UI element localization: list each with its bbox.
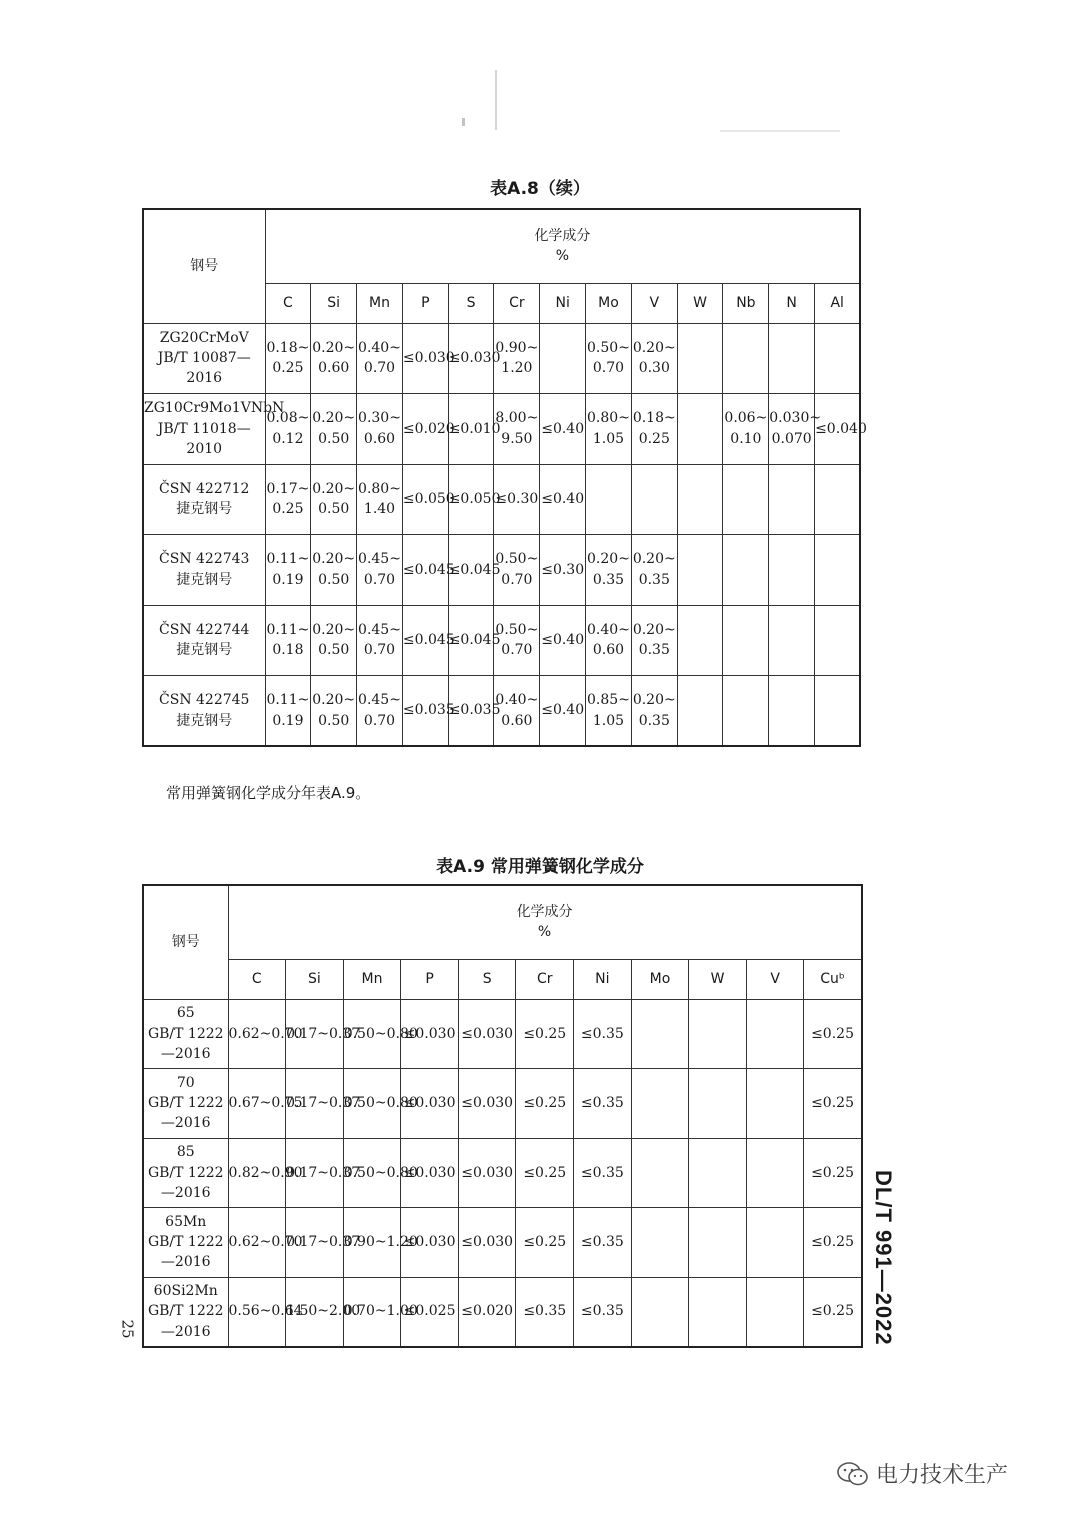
composition-cell bbox=[631, 464, 677, 535]
composition-cell: ≤0.40 bbox=[540, 394, 586, 465]
composition-cell: ≤0.030 bbox=[458, 999, 516, 1069]
composition-cell: 0.17~0.37 bbox=[286, 1208, 344, 1278]
composition-cell: ≤0.020 bbox=[402, 394, 448, 465]
composition-cell bbox=[815, 605, 861, 676]
table-a8-caption: 表A.8（续） bbox=[490, 179, 590, 199]
composition-cell: ≤0.030 bbox=[401, 1069, 459, 1139]
composition-cell: ≤0.045 bbox=[448, 605, 494, 676]
column-header: Mo bbox=[631, 959, 689, 999]
composition-cell bbox=[677, 605, 723, 676]
composition-cell bbox=[689, 1277, 747, 1347]
composition-cell: ≤0.035 bbox=[448, 676, 494, 747]
scan-speck bbox=[720, 130, 840, 132]
composition-cell: ≤0.040 bbox=[815, 394, 861, 465]
steel-grade-cell: ZG10Cr9Mo1VNbN JB/T 11018—2010 bbox=[143, 394, 265, 465]
composition-cell: 0.50~0.80 bbox=[343, 1138, 401, 1208]
composition-cell: ≤0.35 bbox=[574, 1277, 632, 1347]
composition-cell: ≤0.25 bbox=[516, 1208, 574, 1278]
table-row bbox=[143, 676, 860, 747]
steel-grade-cell: 85 GB/T 1222—2016 bbox=[143, 1138, 228, 1208]
composition-cell bbox=[631, 1069, 689, 1139]
steel-grade-cell: ČSN 422743 捷克钢号 bbox=[143, 535, 265, 606]
composition-cell bbox=[746, 1277, 804, 1347]
composition-cell: ≤0.010 bbox=[448, 394, 494, 465]
composition-cell: 0.20~ 0.50 bbox=[311, 605, 357, 676]
composition-cell: 0.06~ 0.10 bbox=[723, 394, 769, 465]
composition-cell: 0.90~1.20 bbox=[343, 1208, 401, 1278]
scan-speck bbox=[462, 118, 465, 126]
composition-cell bbox=[815, 464, 861, 535]
composition-cell: ≤0.25 bbox=[804, 999, 862, 1069]
composition-cell: 0.20~ 0.50 bbox=[311, 676, 357, 747]
composition-cell: ≤0.030 bbox=[401, 1208, 459, 1278]
table-a9 bbox=[142, 884, 863, 1348]
composition-cell: ≤0.045 bbox=[402, 605, 448, 676]
composition-cell: 0.20~ 0.50 bbox=[311, 464, 357, 535]
chemical-composition-header: 化学成分 % bbox=[265, 209, 860, 283]
composition-cell bbox=[677, 394, 723, 465]
column-header: Mn bbox=[343, 959, 401, 999]
column-header: N bbox=[769, 283, 815, 323]
composition-cell: 0.62~0.70 bbox=[228, 999, 286, 1069]
reference-paragraph: 常用弹簧钢化学成分年表A.9。 bbox=[166, 784, 371, 802]
column-header: V bbox=[746, 959, 804, 999]
composition-cell: ≤0.030 bbox=[458, 1069, 516, 1139]
composition-cell: ≤0.25 bbox=[804, 1069, 862, 1139]
column-header: C bbox=[265, 283, 311, 323]
scan-speck bbox=[495, 70, 497, 130]
composition-cell: 0.45~ 0.70 bbox=[357, 676, 403, 747]
column-header: Ni bbox=[574, 959, 632, 999]
composition-cell: 1.50~2.00 bbox=[286, 1277, 344, 1347]
composition-cell: 0.62~0.70 bbox=[228, 1208, 286, 1278]
composition-cell bbox=[815, 676, 861, 747]
table-row bbox=[143, 1138, 862, 1208]
composition-cell: 0.18~ 0.25 bbox=[265, 323, 311, 394]
composition-cell: ≤0.25 bbox=[516, 1138, 574, 1208]
composition-cell bbox=[746, 999, 804, 1069]
composition-cell: 0.80~ 1.40 bbox=[357, 464, 403, 535]
composition-cell: 0.11~ 0.18 bbox=[265, 605, 311, 676]
composition-cell: ≤0.045 bbox=[448, 535, 494, 606]
column-header: P bbox=[401, 959, 459, 999]
composition-cell: ≤0.25 bbox=[804, 1277, 862, 1347]
composition-cell bbox=[689, 1138, 747, 1208]
table-a9-caption: 表A.9 常用弹簧钢化学成分 bbox=[436, 857, 644, 877]
composition-cell: ≤0.30 bbox=[540, 535, 586, 606]
composition-cell: 0.45~ 0.70 bbox=[357, 605, 403, 676]
table-row bbox=[143, 999, 862, 1069]
composition-cell bbox=[689, 999, 747, 1069]
composition-cell: 0.70~1.00 bbox=[343, 1277, 401, 1347]
column-header: Mn bbox=[357, 283, 403, 323]
composition-cell: 0.40~ 0.60 bbox=[494, 676, 540, 747]
composition-cell bbox=[769, 676, 815, 747]
composition-cell bbox=[631, 1138, 689, 1208]
composition-cell: ≤0.25 bbox=[804, 1138, 862, 1208]
steel-grade-cell: ČSN 422712 捷克钢号 bbox=[143, 464, 265, 535]
composition-cell bbox=[769, 323, 815, 394]
composition-cell bbox=[689, 1208, 747, 1278]
composition-cell: 0.90~ 1.20 bbox=[494, 323, 540, 394]
watermark bbox=[836, 1458, 1008, 1489]
composition-cell: 0.50~ 0.70 bbox=[494, 605, 540, 676]
column-header: Nb bbox=[723, 283, 769, 323]
column-header: S bbox=[448, 283, 494, 323]
steel-grade-header: 钢号 bbox=[143, 885, 228, 999]
column-header: V bbox=[631, 283, 677, 323]
composition-cell bbox=[723, 464, 769, 535]
composition-cell: 0.030~ 0.070 bbox=[769, 394, 815, 465]
steel-grade-header: 钢号 bbox=[143, 209, 265, 323]
composition-cell bbox=[723, 605, 769, 676]
composition-cell bbox=[540, 323, 586, 394]
column-header: Mo bbox=[586, 283, 632, 323]
composition-cell bbox=[689, 1069, 747, 1139]
composition-cell: ≤0.030 bbox=[458, 1208, 516, 1278]
table-row bbox=[143, 535, 860, 606]
steel-grade-cell: 70 GB/T 1222—2016 bbox=[143, 1069, 228, 1139]
composition-cell: 0.17~0.37 bbox=[286, 1069, 344, 1139]
composition-cell: ≤0.25 bbox=[804, 1208, 862, 1278]
composition-cell: ≤0.025 bbox=[401, 1277, 459, 1347]
composition-cell: ≤0.40 bbox=[540, 605, 586, 676]
composition-cell: ≤0.30 bbox=[494, 464, 540, 535]
table-row bbox=[143, 464, 860, 535]
composition-cell bbox=[631, 1277, 689, 1347]
composition-cell: 0.11~ 0.19 bbox=[265, 676, 311, 747]
composition-cell bbox=[631, 999, 689, 1069]
composition-cell: ≤0.030 bbox=[458, 1138, 516, 1208]
composition-cell bbox=[746, 1208, 804, 1278]
composition-cell: 0.20~ 0.35 bbox=[631, 535, 677, 606]
composition-cell: ≤0.25 bbox=[516, 999, 574, 1069]
table-row bbox=[143, 323, 860, 394]
column-header: C bbox=[228, 959, 286, 999]
steel-grade-cell: 65 GB/T 1222—2016 bbox=[143, 999, 228, 1069]
composition-cell: 0.20~ 0.30 bbox=[631, 323, 677, 394]
watermark-text: 电力技术生产 bbox=[876, 1463, 1009, 1488]
composition-cell: ≤0.030 bbox=[402, 323, 448, 394]
column-header: Cuᵇ bbox=[804, 959, 862, 999]
composition-cell: ≤0.045 bbox=[402, 535, 448, 606]
composition-cell: 0.30~ 0.60 bbox=[357, 394, 403, 465]
composition-cell: 0.20~ 0.50 bbox=[311, 535, 357, 606]
steel-grade-cell: ZG20CrMoV JB/T 10087—2016 bbox=[143, 323, 265, 394]
composition-cell bbox=[769, 535, 815, 606]
column-header: Cr bbox=[494, 283, 540, 323]
composition-cell: 0.67~0.75 bbox=[228, 1069, 286, 1139]
composition-cell: ≤0.030 bbox=[448, 323, 494, 394]
composition-cell bbox=[631, 1208, 689, 1278]
composition-cell bbox=[815, 323, 861, 394]
composition-cell bbox=[723, 323, 769, 394]
composition-cell: 0.80~ 1.05 bbox=[586, 394, 632, 465]
composition-cell: 0.40~ 0.60 bbox=[586, 605, 632, 676]
composition-cell bbox=[769, 464, 815, 535]
composition-cell: ≤0.35 bbox=[516, 1277, 574, 1347]
composition-cell bbox=[677, 323, 723, 394]
composition-cell: 0.85~ 1.05 bbox=[586, 676, 632, 747]
steel-grade-cell: 65Mn GB/T 1222—2016 bbox=[143, 1208, 228, 1278]
table-row bbox=[143, 394, 860, 465]
composition-cell: 0.50~0.80 bbox=[343, 1069, 401, 1139]
column-header: W bbox=[677, 283, 723, 323]
composition-cell: ≤0.40 bbox=[540, 676, 586, 747]
composition-cell: 0.20~ 0.35 bbox=[631, 676, 677, 747]
composition-cell: 0.20~ 0.50 bbox=[311, 394, 357, 465]
composition-cell: 0.50~ 0.70 bbox=[586, 323, 632, 394]
table-a8 bbox=[142, 208, 867, 747]
column-header: Si bbox=[311, 283, 357, 323]
table-row bbox=[143, 1208, 862, 1278]
table-row bbox=[143, 605, 860, 676]
composition-cell: ≤0.030 bbox=[401, 1138, 459, 1208]
composition-cell: 0.20~ 0.35 bbox=[586, 535, 632, 606]
steel-grade-cell: ČSN 422744 捷克钢号 bbox=[143, 605, 265, 676]
composition-cell bbox=[586, 464, 632, 535]
column-header: P bbox=[402, 283, 448, 323]
composition-cell: ≤0.050 bbox=[448, 464, 494, 535]
composition-cell: 0.56~0.64 bbox=[228, 1277, 286, 1347]
composition-cell: ≤0.35 bbox=[574, 1069, 632, 1139]
column-header: Ni bbox=[540, 283, 586, 323]
composition-cell: 0.82~0.90 bbox=[228, 1138, 286, 1208]
composition-cell bbox=[769, 605, 815, 676]
column-header: W bbox=[689, 959, 747, 999]
composition-cell: 0.40~ 0.70 bbox=[357, 323, 403, 394]
composition-cell bbox=[746, 1069, 804, 1139]
composition-cell: 0.17~ 0.25 bbox=[265, 464, 311, 535]
composition-cell bbox=[677, 535, 723, 606]
composition-cell bbox=[746, 1138, 804, 1208]
composition-cell: 0.18~ 0.25 bbox=[631, 394, 677, 465]
column-header: Al bbox=[815, 283, 861, 323]
composition-cell: 0.20~ 0.60 bbox=[311, 323, 357, 394]
composition-cell: 0.50~0.80 bbox=[343, 999, 401, 1069]
composition-cell: ≤0.035 bbox=[402, 676, 448, 747]
composition-cell bbox=[677, 464, 723, 535]
composition-cell bbox=[677, 676, 723, 747]
composition-cell: 0.11~ 0.19 bbox=[265, 535, 311, 606]
column-header: S bbox=[458, 959, 516, 999]
composition-cell: 0.17~0.37 bbox=[286, 999, 344, 1069]
chemical-composition-header: 化学成分 % bbox=[228, 885, 862, 959]
composition-cell: ≤0.050 bbox=[402, 464, 448, 535]
composition-cell: ≤0.35 bbox=[574, 1208, 632, 1278]
column-header: Si bbox=[286, 959, 344, 999]
table-row bbox=[143, 1069, 862, 1139]
composition-cell bbox=[815, 535, 861, 606]
steel-grade-cell: ČSN 422745 捷克钢号 bbox=[143, 676, 265, 747]
standard-code: DL/T 991—2022 bbox=[871, 1170, 896, 1346]
composition-cell bbox=[723, 535, 769, 606]
composition-cell: 0.08~ 0.12 bbox=[265, 394, 311, 465]
column-header: Cr bbox=[516, 959, 574, 999]
composition-cell: 0.50~ 0.70 bbox=[494, 535, 540, 606]
composition-cell: 8.00~ 9.50 bbox=[494, 394, 540, 465]
composition-cell bbox=[723, 676, 769, 747]
composition-cell: ≤0.030 bbox=[401, 999, 459, 1069]
composition-cell: ≤0.25 bbox=[516, 1069, 574, 1139]
composition-cell: ≤0.40 bbox=[540, 464, 586, 535]
wechat-icon bbox=[836, 1461, 870, 1487]
composition-cell: ≤0.35 bbox=[574, 999, 632, 1069]
composition-cell: ≤0.35 bbox=[574, 1138, 632, 1208]
page-number: 25 bbox=[118, 1319, 137, 1339]
composition-cell: 0.45~ 0.70 bbox=[357, 535, 403, 606]
composition-cell: 0.17~0.37 bbox=[286, 1138, 344, 1208]
composition-cell: ≤0.020 bbox=[458, 1277, 516, 1347]
table-row bbox=[143, 1277, 862, 1347]
composition-cell: 0.20~ 0.35 bbox=[631, 605, 677, 676]
steel-grade-cell: 60Si2Mn GB/T 1222—2016 bbox=[143, 1277, 228, 1347]
